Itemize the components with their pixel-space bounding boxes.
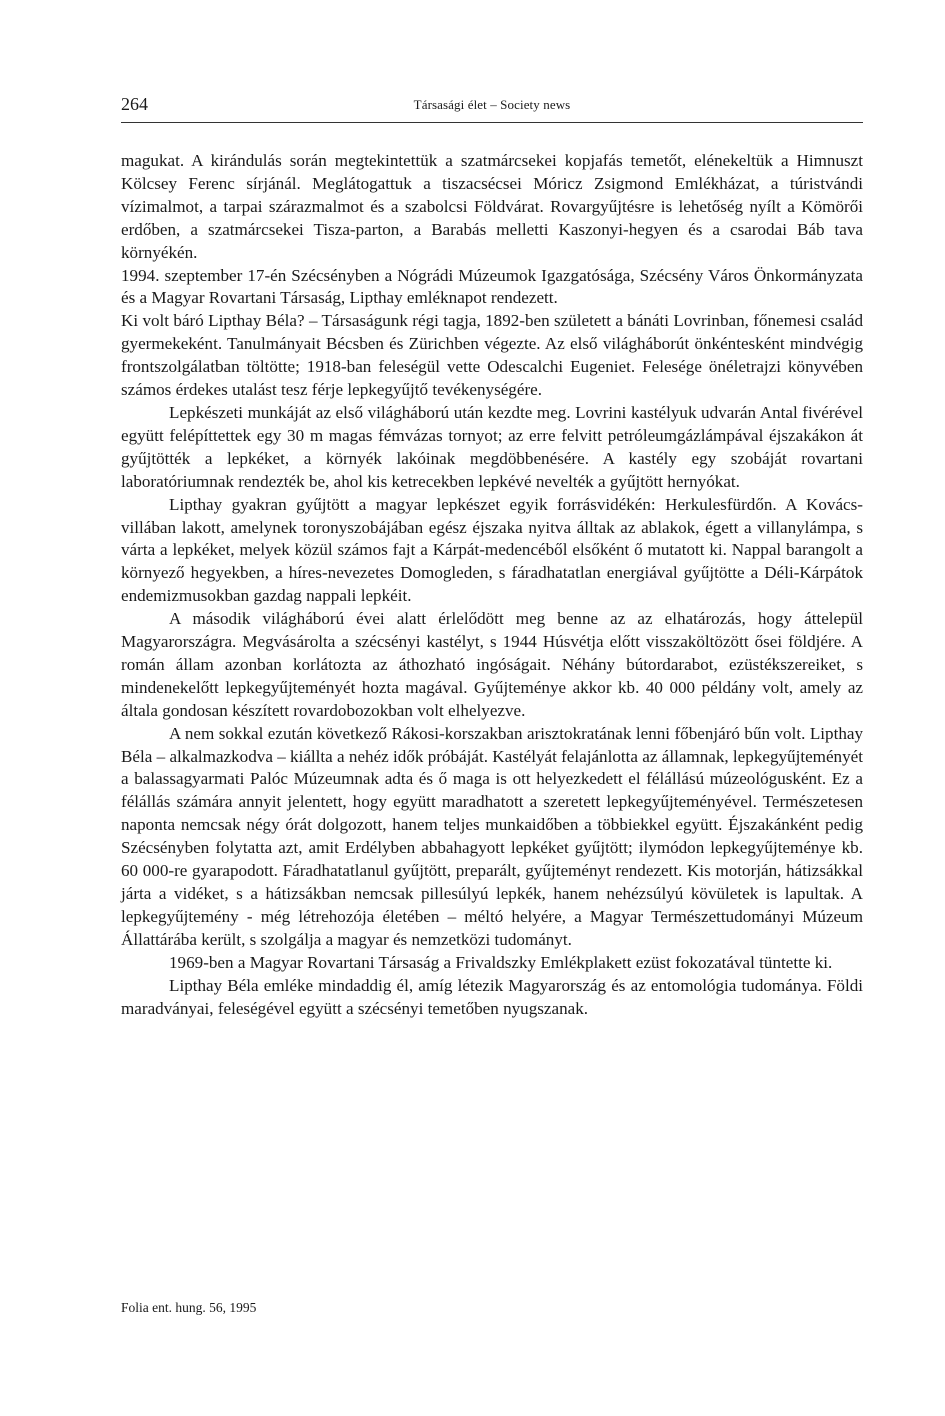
paragraph: Lipthay gyakran gyűjtött a magyar lepkészet egyik forrásvidékén: Herkulesfürdőn. A Kovács-villában lakott, amelynek toronyszobájában egész éjszaka nyitva álltak az ablakok, égett a villanylámpa, s várta a lepkéket, melyek közül számos fajt a Kárpát-medencéből elsőként ő mutatott ki. Nappal barangolt a környező hegyekben, a híres-nevezetes Domogleden, s fáradhatatlan energiával gyűjtötte a Déli-Kárpátok endemizmusokban gazdag nappali lepkéit.: [121, 494, 863, 606]
paragraph: Lipthay Béla emléke mindaddig él, amíg létezik Magyarország és az entomológia tudománya. Földi maradványai, feleségével együtt a szécsényi temetőben nyugszanak.: [121, 975, 863, 1018]
paragraph: A nem sokkal ezután következő Rákosi-korszakban arisztokratának lenni főbenjáró bűn volt. Lipthay Béla – alkalmazkodva – kiállta a nehéz idők próbáját. Kastélyát felajánlotta az államnak, lepkegyűjteményét a balassagyarmati Palóc Múzeumnak adta és ő maga is ott helyezkedett el félállású múzeológusként. Ez a félállás számára annyit jelentett, hogy együtt maradhatott a szeretett lepkegyűjteményével. Természetesen naponta nemcsak négy órát dolgozott, hanem teljes munkaidőben a többiekkel együtt. Éjszakánként pedig Szécsényben folytatta azt, amit Erdélyben abbahagyott lepkéket gyűjtött; ilymódon lepkegyűjteménye kb. 60 000-re gyarapodott. Fáradhatatlanul gyűjtött, preparált, gyűjteményt rendezett. Kis motorján, hátizsákkal járta a vidéket, s a hátizsákban nemcsak pillesúlyú lepkék, hanem nehézsúlyú kövületek is lapultak. A lepkegyűjtemény - még létrehozója életében – méltó helyére, a Magyar Természettudományi Múzeum Állattárába került, s szolgálja a magyar és nemzetközi tudományt.: [121, 723, 863, 949]
paragraph: magukat. A kirándulás során megtekintettük a szatmárcsekei kopjafás temetőt, elénekeltük a Himnuszt Kölcsey Ferenc sírjánál. Meglátogattuk a tiszacsécsei Móricz Zsigmond Emlékházat, a túristvándi vízimalmot, a tarpai szárazmalmot és a szabolcsi Földvárat. Rovargyűjtésre is lehetőség nyílt a Kömörői erdőben, a szatmárcsekei Tisza-parton, a Barabás melletti Kaszonyi-hegyen és a csarodai Báb tava környékén.: [121, 151, 863, 262]
paragraph: 1969-ben a Magyar Rovartani Társaság a Frivaldszky Emlékplakett ezüst fokozatával tüntette ki.: [169, 952, 833, 972]
paragraph: 1994. szeptember 17-én Szécsényben a Nógrádi Múzeumok Igazgatósága, Szécsény Város Önkormányzata és a Magyar Rovartani Társaság, Lipthay emléknapot rendezett.: [121, 265, 863, 308]
paragraph: A második világháború évei alatt érlelődött meg benne az az elhatározás, hogy áttelepül Magyarországra. Megvásárolta a szécsényi kastélyt, s 1944 Húsvétja előtt visszaköltözött ősei földjére. A román állam azonban korlátozta az áthozható ingóságait. Néhány bútordarabot, ezüstékszereiket, s mindenekelőtt lepkegyűjteményét hozta magával. Gyűjteménye akkor kb. 40 000 példány volt, amely az általa gondosan készített rovardobozokban volt elhelyezve.: [121, 609, 863, 720]
running-head: Társasági élet – Society news: [413, 97, 571, 112]
page-number: 264: [121, 94, 148, 114]
page-header: [121, 94, 863, 123]
journal-citation: Folia ent. hung. 56, 1995: [121, 1300, 257, 1315]
paragraph: Ki volt báró Lipthay Béla? – Társaságunk régi tagja, 1892-ben született a bánáti Lovrinban, főnemesi család gyermekeként. Tanulmányait Bécsben és Zürichben végezte. Az első világháborút önkéntesként mindvégig frontszolgálatban töltötte; 1918-ban feleségül vette Odescalchi Eugeniet. Felesége önéletrajzi könyvében számos érdekes utalást tesz férje lepkegyűjtő tevékenységére.: [121, 311, 863, 400]
article-body: [121, 150, 863, 1020]
paragraph: Lepkészeti munkáját az első világháború után kezdte meg. Lovrini kastélyuk udvarán Antal fivérével együtt felépíttettek egy 30 m magas fémvázas tornyot; az erre felvitt petróleumgázlámpával éjszakákon át gyűjtötték a lepkéket, a környék lakóinak megdöbbenésére. A kastély egy szobáját rovartani laboratóriumnak rendezték be, ahol kis ketrecekben lepkévé nevelték a gyűjtött hernyókat.: [121, 402, 863, 491]
